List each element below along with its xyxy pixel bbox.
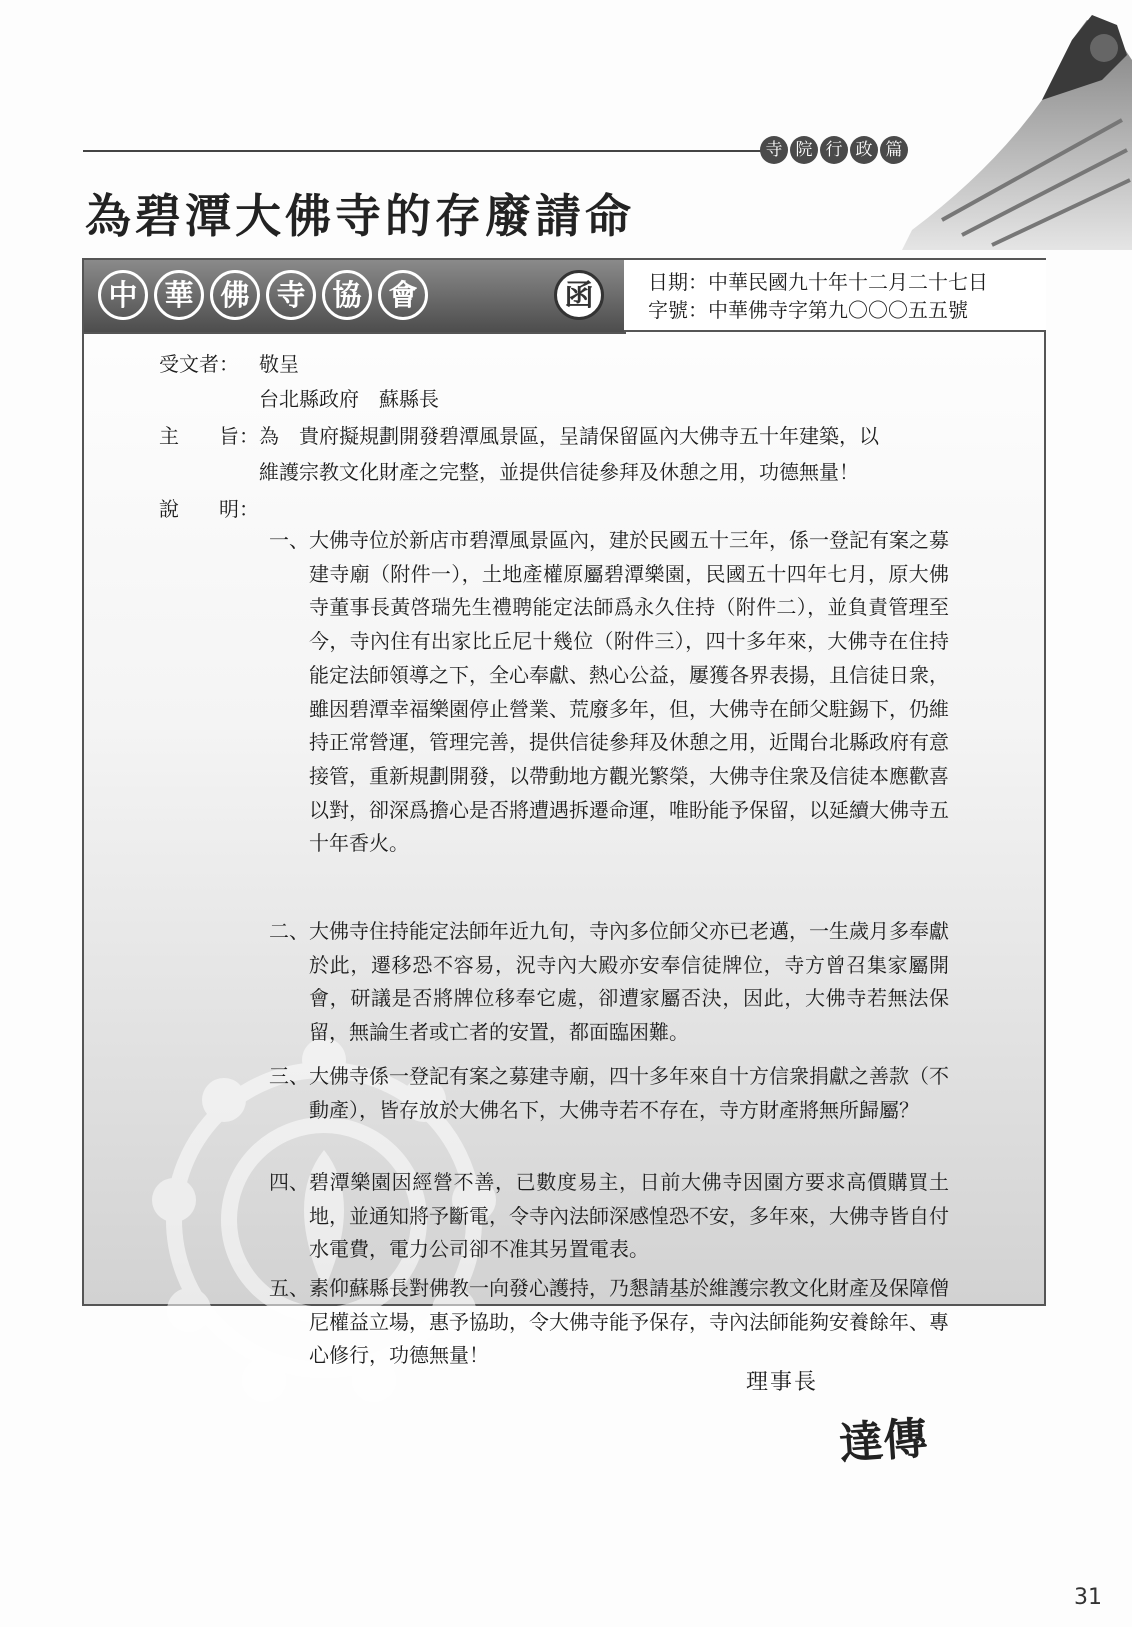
page-number: 31 xyxy=(1074,1585,1102,1610)
org-char: 華 xyxy=(154,270,204,320)
list-item-number: 四、 xyxy=(269,1170,309,1194)
section-char: 政 xyxy=(850,136,878,164)
org-char: 佛 xyxy=(210,270,260,320)
section-char: 院 xyxy=(790,136,818,164)
section-char: 寺 xyxy=(760,136,788,164)
letter-frame xyxy=(82,258,1046,1470)
letter-body xyxy=(84,260,1044,1470)
recipient-label: 受文者： xyxy=(159,352,239,376)
list-item-text: 素仰蘇縣長對佛教一向發心護持，乃懇請基於維護宗教文化財產及保障僧尼權益立場，惠予協助，令大佛寺能予保存，寺內法師能夠安養餘年、專心修行，功德無量！ xyxy=(309,1276,949,1368)
org-char: 中 xyxy=(98,270,148,320)
list-item-number: 一、 xyxy=(269,528,309,552)
org-char: 會 xyxy=(378,270,428,320)
letter-ref-number: 字號：中華佛寺字第九〇〇〇五五號 xyxy=(648,298,968,322)
subject-label: 主 旨： xyxy=(159,424,259,448)
letter-date: 日期：中華民國九十年十二月二十七日 xyxy=(648,270,988,294)
section-char: 行 xyxy=(820,136,848,164)
list-item-number: 五、 xyxy=(269,1276,309,1300)
recipient-detail: 台北縣政府 蘇縣長 xyxy=(259,387,439,411)
subject-line-2: 維護宗教文化財產之完整，並提供信徒參拜及休憩之用，功德無量！ xyxy=(259,460,859,484)
temple-roof-illustration xyxy=(872,0,1132,250)
list-item-number: 二、 xyxy=(269,919,309,943)
list-item-text: 碧潭樂園因經營不善，已數度易主，日前大佛寺因園方要求高價購買土地，並通知將予斷電，令寺內法師深感惶恐不安，多年來，大佛寺皆自付水電費，電力公司卻不准其另置電表。 xyxy=(309,1170,949,1262)
list-item-text: 大佛寺係一登記有案之募建寺廟，四十多年來自十方信衆捐獻之善款（不動產），皆存放於大佛名下，大佛寺若不存在，寺方財產將無所歸屬？ xyxy=(309,1064,949,1122)
list-item-text: 大佛寺住持能定法師年近九旬，寺內多位師父亦已老邁，一生歲月多奉獻於此，遷移恐不容易，況寺內大殿亦安奉信徒牌位，寺方曾召集家屬開會，研議是否將牌位移奉它處，卻遭家屬否決，因此，大佛寺若無法保留，無論生者或亡者的安置，都面臨困難。 xyxy=(309,919,949,1045)
doc-type-badge: 函 xyxy=(554,270,604,320)
page-title: 為碧潭大佛寺的存廢請命 xyxy=(85,189,635,243)
explanation-label: 說 明： xyxy=(159,497,259,521)
header-rule xyxy=(83,150,783,152)
subject-line-1: 為 貴府擬規劃開發碧潭風景區，呈請保留區內大佛寺五十年建築，以 xyxy=(259,424,879,448)
signer-title: 理事長 xyxy=(746,1370,819,1395)
section-char: 篇 xyxy=(880,136,908,164)
org-char: 協 xyxy=(322,270,372,320)
org-char: 寺 xyxy=(266,270,316,320)
list-item-number: 三、 xyxy=(269,1064,309,1088)
signature: 達傳 xyxy=(837,1412,929,1470)
recipient-value: 敬呈 xyxy=(259,352,299,376)
list-item-text: 大佛寺位於新店市碧潭風景區內，建於民國五十三年，係一登記有案之募建寺廟（附件一），土地產權原屬碧潭樂園，民國五十四年七月，原大佛寺董事長黃啓瑞先生禮聘能定法師爲永久住持（附件二），並負責管理至今，寺內住有出家比丘尼十幾位（附件三），四十多年來，大佛寺在住持能定法師領導之下，全心奉獻、熱心公益，屢獲各界表揚，且信徒日衆，雖因碧潭幸福樂園停止營業、荒廢多年，但，大佛寺在師父駐錫下，仍維持正常營運，管理完善，提供信徒參拜及休憩之用，近聞台北縣政府有意接管，重新規劃開發，以帶動地方觀光繁榮，大佛寺住衆及信徒本應歡喜以對，卻深爲擔心是否將遭遇拆遷命運，唯盼能予保留，以延續大佛寺五十年香火。 xyxy=(309,528,949,856)
